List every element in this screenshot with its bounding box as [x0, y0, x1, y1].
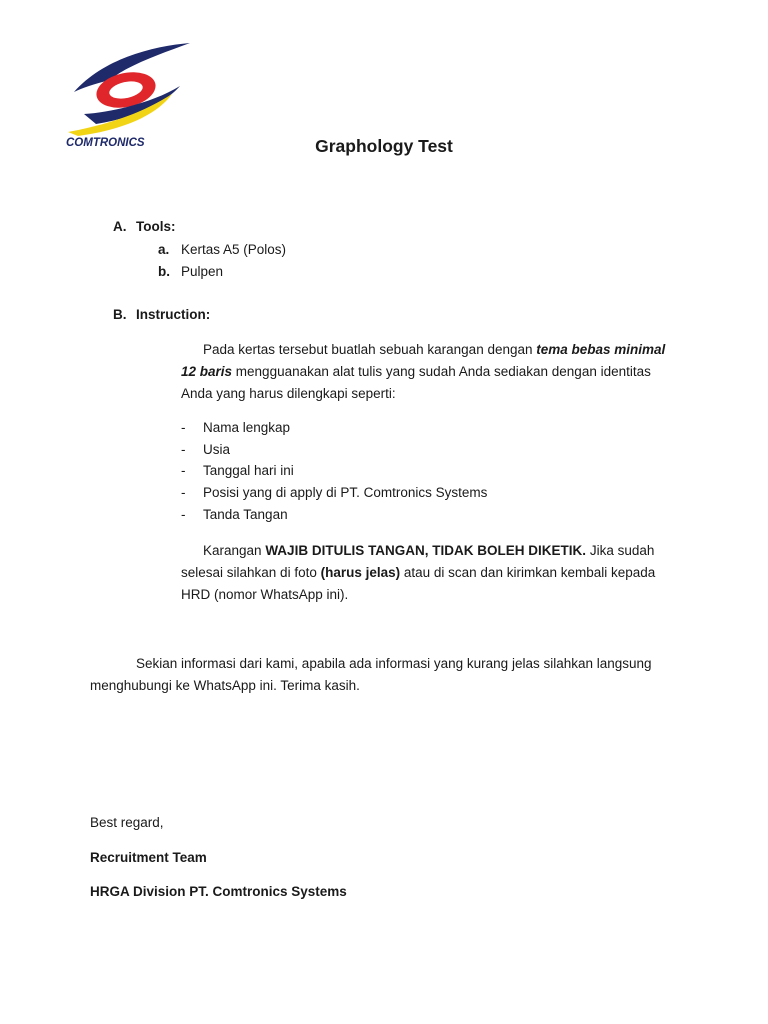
handwriting-emphasis: WAJIB DITULIS TANGAN, TIDAK BOLEH DIKETIK.: [265, 543, 587, 558]
identity-list-text: Tanggal hari ini: [203, 463, 294, 478]
bullet-dash: -: [181, 485, 186, 500]
identity-list-item: [181, 507, 288, 522]
instruction-paragraph: [181, 339, 681, 405]
identity-list-text: Posisi yang di apply di PT. Comtronics Systems: [203, 485, 488, 500]
tools-item-text: Pulpen: [181, 264, 224, 279]
instruction-text: Pada kertas tersebut buatlah sebuah karangan dengan: [203, 342, 537, 357]
bullet-dash: -: [181, 442, 186, 457]
greeting: Best regard,: [90, 815, 164, 830]
instruction-text: mengguanakan alat tulis yang sudah Anda sediakan dengan identitas Anda yang harus dilengkapi seperti:: [181, 364, 651, 401]
section-a-letter: A.: [113, 219, 127, 234]
closing-paragraph: [90, 653, 690, 697]
identity-list-item: [181, 442, 230, 457]
tools-item-text: Kertas A5 (Polos): [181, 242, 287, 257]
signature-team: Recruitment Team: [90, 850, 207, 865]
signature-division: HRGA Division PT. Comtronics Systems: [90, 884, 347, 899]
section-b-title: Instruction:: [136, 307, 211, 322]
handwriting-text: Jika sudah selesai silahkan di foto: [181, 543, 655, 580]
bullet-dash: -: [181, 420, 186, 435]
bullet-dash: -: [181, 463, 186, 478]
section-a-heading: [113, 219, 176, 234]
identity-list-text: Usia: [203, 442, 231, 457]
tools-item: [158, 264, 223, 279]
handwriting-emphasis: (harus jelas): [320, 565, 401, 580]
closing-text: Sekian informasi dari kami, apabila ada informasi yang kurang jelas silahkan langsung menghubungi ke WhatsApp ini. Terima kasih.: [90, 656, 652, 693]
logo-wordmark: COMTRONICS: [66, 137, 145, 149]
bullet-dash: -: [181, 507, 186, 522]
identity-list-text: Tanda Tangan: [203, 507, 288, 522]
identity-list-text: Nama lengkap: [203, 420, 291, 435]
tools-item-letter: a.: [158, 242, 170, 257]
handwriting-text: Karangan: [203, 543, 266, 558]
handwriting-paragraph: [181, 540, 681, 606]
identity-list-item: [181, 420, 290, 435]
section-b-heading: [113, 307, 210, 322]
identity-list-item: [181, 463, 294, 478]
comtronics-logo: [64, 40, 194, 150]
section-b-letter: B.: [113, 307, 127, 322]
tools-item-letter: b.: [158, 264, 170, 279]
identity-list-item: [181, 485, 487, 500]
tools-item: [158, 242, 286, 257]
section-a-title: Tools:: [136, 219, 176, 234]
handwriting-text: atau di scan dan kirimkan kembali kepada HRD (nomor WhatsApp ini).: [181, 565, 656, 602]
instruction-emphasis: tema bebas minimal 12 baris: [181, 342, 666, 379]
page-title: Graphology Test: [315, 136, 453, 156]
